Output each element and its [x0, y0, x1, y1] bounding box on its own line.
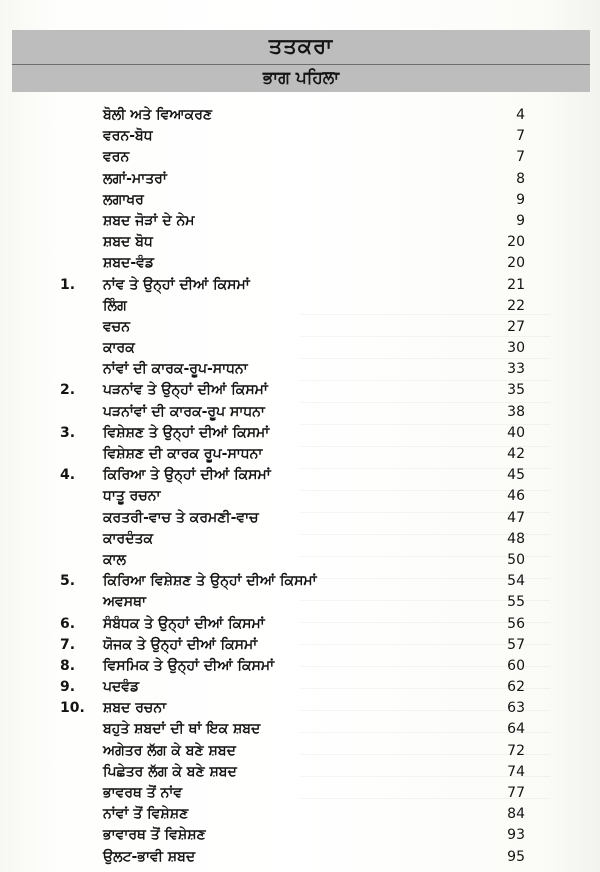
toc-entry-page-number: 84: [507, 806, 525, 823]
toc-entry-page-number: 4: [516, 107, 525, 123]
part-subtitle: ਭਾਗ ਪਹਿਲਾ: [262, 68, 340, 88]
toc-entry-page-number: 77: [507, 785, 525, 801]
toc-entry: [0, 402, 600, 423]
toc-entry-title: ਵਿਸ਼ੇਸ਼ਣ ਦੀ ਕਾਰਕ ਰੂਪ-ਸਾਧਨਾ: [103, 446, 263, 462]
toc-entry-title: ਵਿਸ਼ੇਸ਼ਣ ਤੇ ਉਨ੍ਹਾਂ ਦੀਆਂ ਕਿਸਮਾਂ: [103, 424, 270, 441]
toc-entry: [0, 847, 600, 868]
toc-entry: [0, 444, 600, 465]
toc-entry-number: 1.: [60, 276, 76, 293]
toc-entry: [0, 169, 600, 190]
toc-entry-page-number: 27: [507, 318, 525, 335]
toc-entry: [0, 380, 600, 401]
toc-entry-title: ਅਗੇਤਰ ਲੱਗ ਕੇ ਬਣੇ ਸ਼ਬਦ: [103, 742, 236, 759]
toc-entry-page-number: 60: [507, 657, 525, 674]
toc-entry-title: ਉਲਟ-ਭਾਵੀ ਸ਼ਬਦ: [103, 848, 196, 865]
toc-entry: [0, 211, 600, 232]
toc-entry-page-number: 48: [507, 530, 525, 547]
toc-entry: [0, 296, 600, 317]
toc-entry: [0, 317, 600, 338]
toc-entry: [0, 741, 600, 762]
toc-entry-page-number: 22: [507, 297, 525, 314]
toc-entry: [0, 592, 600, 613]
toc-entry-title: ਨਾਂਵਾਂ ਤੋਂ ਵਿਸ਼ੇਸ਼ਣ: [103, 806, 189, 823]
toc-entry: [0, 677, 600, 698]
toc-entry-title: ਕਾਲ: [103, 551, 127, 568]
toc-entry-page-number: 38: [507, 403, 525, 420]
toc-entry-page-number: 95: [507, 848, 525, 865]
toc-entry-title: ਯੋਜਕ ਤੇ ਉਨ੍ਹਾਂ ਦੀਆਂ ਕਿਸਮਾਂ: [103, 636, 258, 653]
toc-entry-title: ਲਗਾਂ-ਮਾਤਰਾਂ: [103, 170, 167, 187]
toc-entry-title: ਵਚਨ: [103, 318, 130, 335]
toc-entry-page-number: 55: [507, 594, 525, 611]
toc-entry-title: ਭਾਵਾਰਥ ਤੋਂ ਵਿਸ਼ੇਸ਼ਣ: [103, 827, 206, 844]
toc-entry-page-number: 30: [507, 340, 525, 357]
toc-entry: [0, 635, 600, 656]
toc-entry: [0, 719, 600, 740]
toc-entry-number: 10.: [60, 700, 85, 717]
toc-entry-page-number: 47: [507, 509, 525, 526]
toc-entry-page-number: 93: [507, 827, 525, 844]
toc-entry-page-number: 42: [507, 446, 525, 462]
toc-entry-title: ਕਾਰਕ: [103, 340, 135, 357]
toc-entry-title: ਨਾਂਵਾਂ ਦੀ ਕਾਰਕ-ਰੂਪ-ਸਾਧਨਾ: [103, 361, 248, 378]
toc-entry: [0, 783, 600, 804]
toc-entry-title: ਵਰਨ-ਬੋਧ: [103, 128, 153, 145]
toc-entry-title: ਨਾਂਵ ਤੇ ਉਨ੍ਹਾਂ ਦੀਆਂ ਕਿਸਮਾਂ: [103, 276, 250, 293]
toc-entry: [0, 486, 600, 507]
toc-entry-number: 7.: [60, 636, 76, 653]
toc-entry-page-number: 72: [507, 742, 525, 759]
toc-entry: [0, 359, 600, 380]
toc-entry-title: ਲਗਾਖਰ: [103, 191, 144, 208]
toc-entry: [0, 571, 600, 592]
toc-entry-number: 8.: [60, 657, 76, 674]
toc-entry: [0, 508, 600, 529]
toc-entry-title: ਪਿਛੇਤਰ ਲੱਗ ਕੇ ਬਣੇ ਸ਼ਬਦ: [103, 763, 237, 780]
toc-entry-title: ਕਰਤਰੀ-ਵਾਚ ਤੇ ਕਰਮਣੀ-ਵਾਚ: [103, 509, 259, 526]
toc-header: [12, 30, 590, 92]
toc-entry-title: ਕਾਰਦੰਤਕ: [103, 530, 154, 547]
toc-entry-title: ਪਦਵੰਡ: [103, 679, 140, 696]
toc-entry: [0, 232, 600, 253]
toc-entry: [0, 825, 600, 846]
toc-entry-number: 3.: [60, 424, 76, 441]
toc-entry-title: ਕਿਰਿਆ ਵਿਸ਼ੇਸ਼ਣ ਤੇ ਉਨ੍ਹਾਂ ਦੀਆਂ ਕਿਸਮਾਂ: [103, 573, 317, 590]
toc-entry-page-number: 7: [516, 149, 525, 166]
toc-entry: [0, 190, 600, 211]
toc-entry-title: ਕਿਰਿਆ ਤੇ ਉਨ੍ਹਾਂ ਦੀਆਂ ਕਿਸਮਾਂ: [103, 467, 271, 484]
toc-entry-page-number: 20: [507, 234, 525, 251]
toc-entry: [0, 465, 600, 486]
toc-entry-number: 6.: [60, 615, 76, 632]
toc-entry-title: ਪੜਨਾਂਵਾਂ ਦੀ ਕਾਰਕ-ਰੂਪ ਸਾਧਨਾ: [103, 403, 265, 420]
toc-entry-page-number: 46: [507, 488, 525, 505]
toc-entry-title: ਭਾਵਰਥ ਤੋਂ ਨਾਂਵ: [103, 785, 183, 801]
toc-entry-title: ਧਾਤੂ ਰਚਨਾ: [103, 488, 161, 505]
page-title: ਤਤਕਰਾ: [268, 34, 334, 58]
toc-entry-number: 4.: [60, 467, 76, 484]
toc-entry-number: 2.: [60, 382, 76, 399]
toc-entry: [0, 147, 600, 168]
toc-list: [0, 105, 600, 868]
toc-entry-page-number: 9: [516, 212, 525, 229]
toc-entry: [0, 275, 600, 296]
toc-entry-page-number: 57: [507, 636, 525, 653]
toc-entry: [0, 253, 600, 274]
toc-entry-title: ਬਹੁਤੇ ਸ਼ਬਦਾਂ ਦੀ ਥਾਂ ਇਕ ਸ਼ਬਦ: [103, 721, 261, 738]
toc-entry-page-number: 50: [507, 551, 525, 568]
toc-entry-page-number: 8: [516, 170, 525, 187]
toc-entry-number: 5.: [60, 573, 76, 590]
toc-entry-page-number: 33: [507, 361, 525, 378]
toc-entry-title: ਅਵਸਥਾ: [103, 594, 147, 611]
toc-entry-title: ਬੋਲੀ ਅਤੇ ਵਿਆਕਰਣ: [103, 107, 213, 123]
toc-entry: [0, 529, 600, 550]
toc-entry-title: ਵਿਸਮਿਕ ਤੇ ਉਨ੍ਹਾਂ ਦੀਆਂ ਕਿਸਮਾਂ: [103, 657, 275, 674]
toc-entry-title: ਸ਼ਬਦ-ਵੰਡ: [103, 255, 155, 272]
toc-entry-page-number: 63: [507, 700, 525, 717]
header-divider: [12, 64, 590, 65]
toc-entry: [0, 698, 600, 719]
toc-entry-page-number: 7: [516, 128, 525, 145]
toc-entry-title: ਲਿੰਗ: [103, 297, 127, 314]
toc-entry-page-number: 9: [516, 191, 525, 208]
toc-entry: [0, 656, 600, 677]
toc-entry-page-number: 54: [507, 573, 525, 590]
toc-entry-page-number: 45: [507, 467, 525, 484]
toc-entry-page-number: 21: [507, 276, 525, 293]
toc-entry-page-number: 35: [507, 382, 525, 399]
toc-entry: [0, 126, 600, 147]
toc-entry-page-number: 64: [507, 721, 525, 738]
toc-entry: [0, 550, 600, 571]
toc-entry-page-number: 20: [507, 255, 525, 272]
toc-entry-page-number: 62: [507, 679, 525, 696]
toc-entry: [0, 105, 600, 126]
toc-entry-title: ਸ਼ਬਦ ਰਚਨਾ: [103, 700, 167, 717]
toc-entry-title: ਸੰਬੰਧਕ ਤੇ ਉਨ੍ਹਾਂ ਦੀਆਂ ਕਿਸਮਾਂ: [103, 615, 265, 632]
toc-entry: [0, 614, 600, 635]
toc-entry: [0, 338, 600, 359]
toc-entry-page-number: 74: [507, 763, 525, 780]
toc-entry-page-number: 40: [507, 424, 525, 441]
toc-entry-title: ਸ਼ਬਦ ਬੋਧ: [103, 234, 153, 251]
toc-entry-title: ਸ਼ਬਦ ਜੋੜਾਂ ਦੇ ਨੇਮ: [103, 212, 195, 229]
toc-entry: [0, 804, 600, 825]
toc-entry: [0, 423, 600, 444]
toc-entry-number: 9.: [60, 679, 76, 696]
toc-entry-title: ਵਰਨ: [103, 149, 130, 166]
toc-entry-page-number: 56: [507, 615, 525, 632]
toc-entry-title: ਪੜਨਾਂਵ ਤੇ ਉਨ੍ਹਾਂ ਦੀਆਂ ਕਿਸਮਾਂ: [103, 382, 268, 399]
toc-entry: [0, 762, 600, 783]
